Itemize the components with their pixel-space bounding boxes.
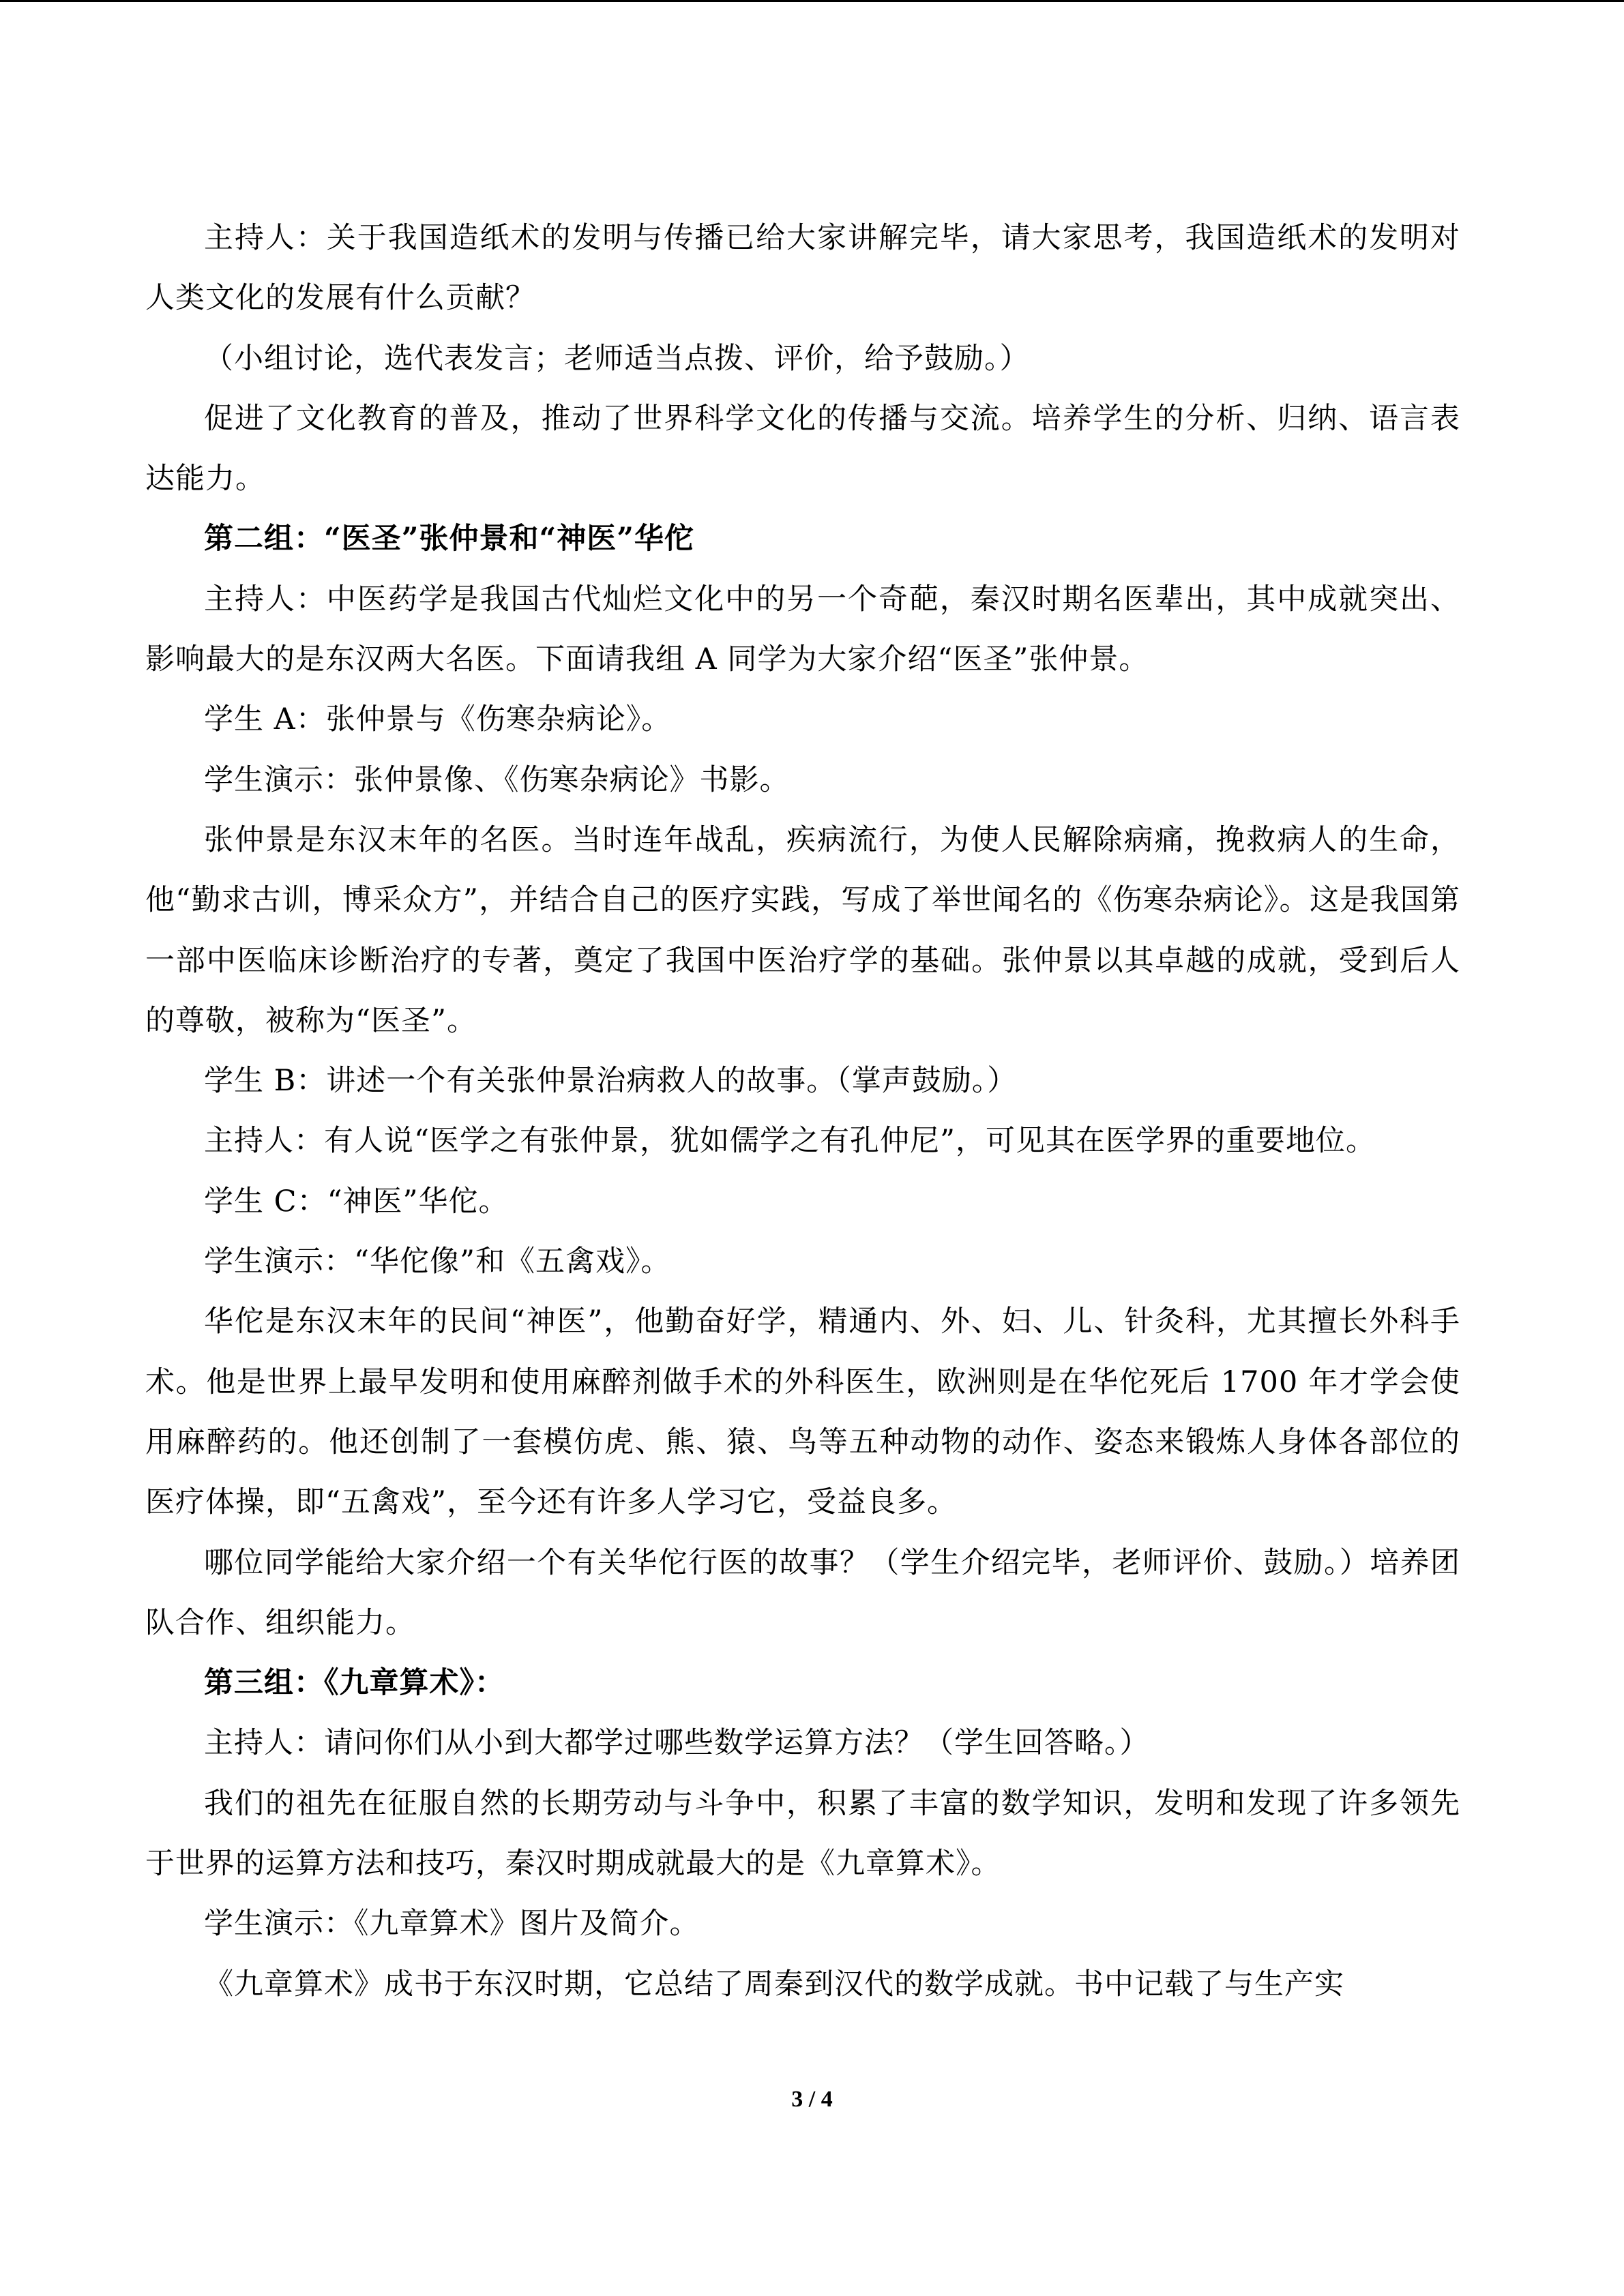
- paragraph: 促进了文化教育的普及，推动了世界科学文化的传播与交流。培养学生的分析、归纳、语言表达能力。: [145, 401, 1460, 496]
- paragraph: 学生 C：“神医”华佗。: [204, 1184, 509, 1219]
- paragraph: 我们的祖先在征服自然的长期劳动与斗争中，积累了丰富的数学知识，发明和发现了许多领先于世界的运算方法和技巧，秦汉时期成就最大的是《九章算术》。: [145, 1786, 1460, 1881]
- page-number: 3 / 4: [791, 2087, 833, 2112]
- paragraph: 主持人：有人说“医学之有张仲景，犹如儒学之有孔仲尼”，可见其在医学界的重要地位。: [204, 1124, 1376, 1159]
- paragraph: 主持人：请问你们从小到大都学过哪些数学运算方法？（学生回答略。）: [204, 1726, 1150, 1761]
- paragraph: 华佗是东汉末年的民间“神医”，他勤奋好学，精通内、外、妇、儿、针灸科，尤其擅长外科手术。他是世界上最早发明和使用麻醉剂做手术的外科医生，欧洲则是在华佗死后 1700 年才学会使用麻醉药的。他还创制了一套模仿虎、熊、猿、鸟等五种动物的动作、姿态来锻炼人身体各部位的医疗体操，即“五禽戏”，至今还有许多人学习它，受益良多。: [145, 1304, 1460, 1520]
- paragraph: 学生演示：“华佗像”和《五禽戏》。: [204, 1244, 671, 1279]
- page-top-border: [0, 0, 1624, 2]
- paragraph: 《九章算术》成书于东汉时期，它总结了周秦到汉代的数学成就。书中记载了与生产实: [204, 1967, 1344, 2001]
- paragraph: 学生演示：《九章算术》图片及简介。: [204, 1907, 700, 1941]
- document-body: [145, 208, 1460, 2014]
- paragraph: 张仲景是东汉末年的名医。当时连年战乱，疾病流行，为使人民解除病痛，挽救病人的生命，他“勤求古训，博采众方”，并结合自己的医疗实践，写成了举世闻名的《伤寒杂病论》。这是我国第一部中医临床诊断治疗的专著，奠定了我国中医治疗学的基础。张仲景以其卓越的成就，受到后人的尊敬，被称为“医圣”。: [145, 822, 1460, 1038]
- section-heading-group-2: 第二组：“医圣”张仲景和“神医”华佗: [204, 522, 694, 556]
- paragraph: 学生演示：张仲景像、《伤寒杂病论》书影。: [204, 762, 790, 797]
- section-heading-group-3: 第三组：《九章算术》：: [204, 1666, 505, 1701]
- paragraph: 哪位同学能给大家介绍一个有关华佗行医的故事？（学生介绍完毕，老师评价、鼓励。）培养团队合作、组织能力。: [145, 1545, 1460, 1640]
- paragraph: 主持人：中医药学是我国古代灿烂文化中的另一个奇葩，秦汉时期名医辈出，其中成就突出、影响最大的是东汉两大名医。下面请我组 A 同学为大家介绍“医圣”张仲景。: [145, 582, 1460, 677]
- paragraph: 学生 A：张仲景与《伤寒杂病论》。: [204, 702, 672, 737]
- paragraph: （小组讨论，选代表发言；老师适当点拨、评价，给予鼓励。）: [204, 341, 1030, 376]
- paragraph: 学生 B：讲述一个有关张仲景治病救人的故事。（掌声鼓励。）: [204, 1064, 1018, 1099]
- paragraph: 主持人：关于我国造纸术的发明与传播已给大家讲解完毕，请大家思考，我国造纸术的发明对人类文化的发展有什么贡献？: [145, 221, 1460, 316]
